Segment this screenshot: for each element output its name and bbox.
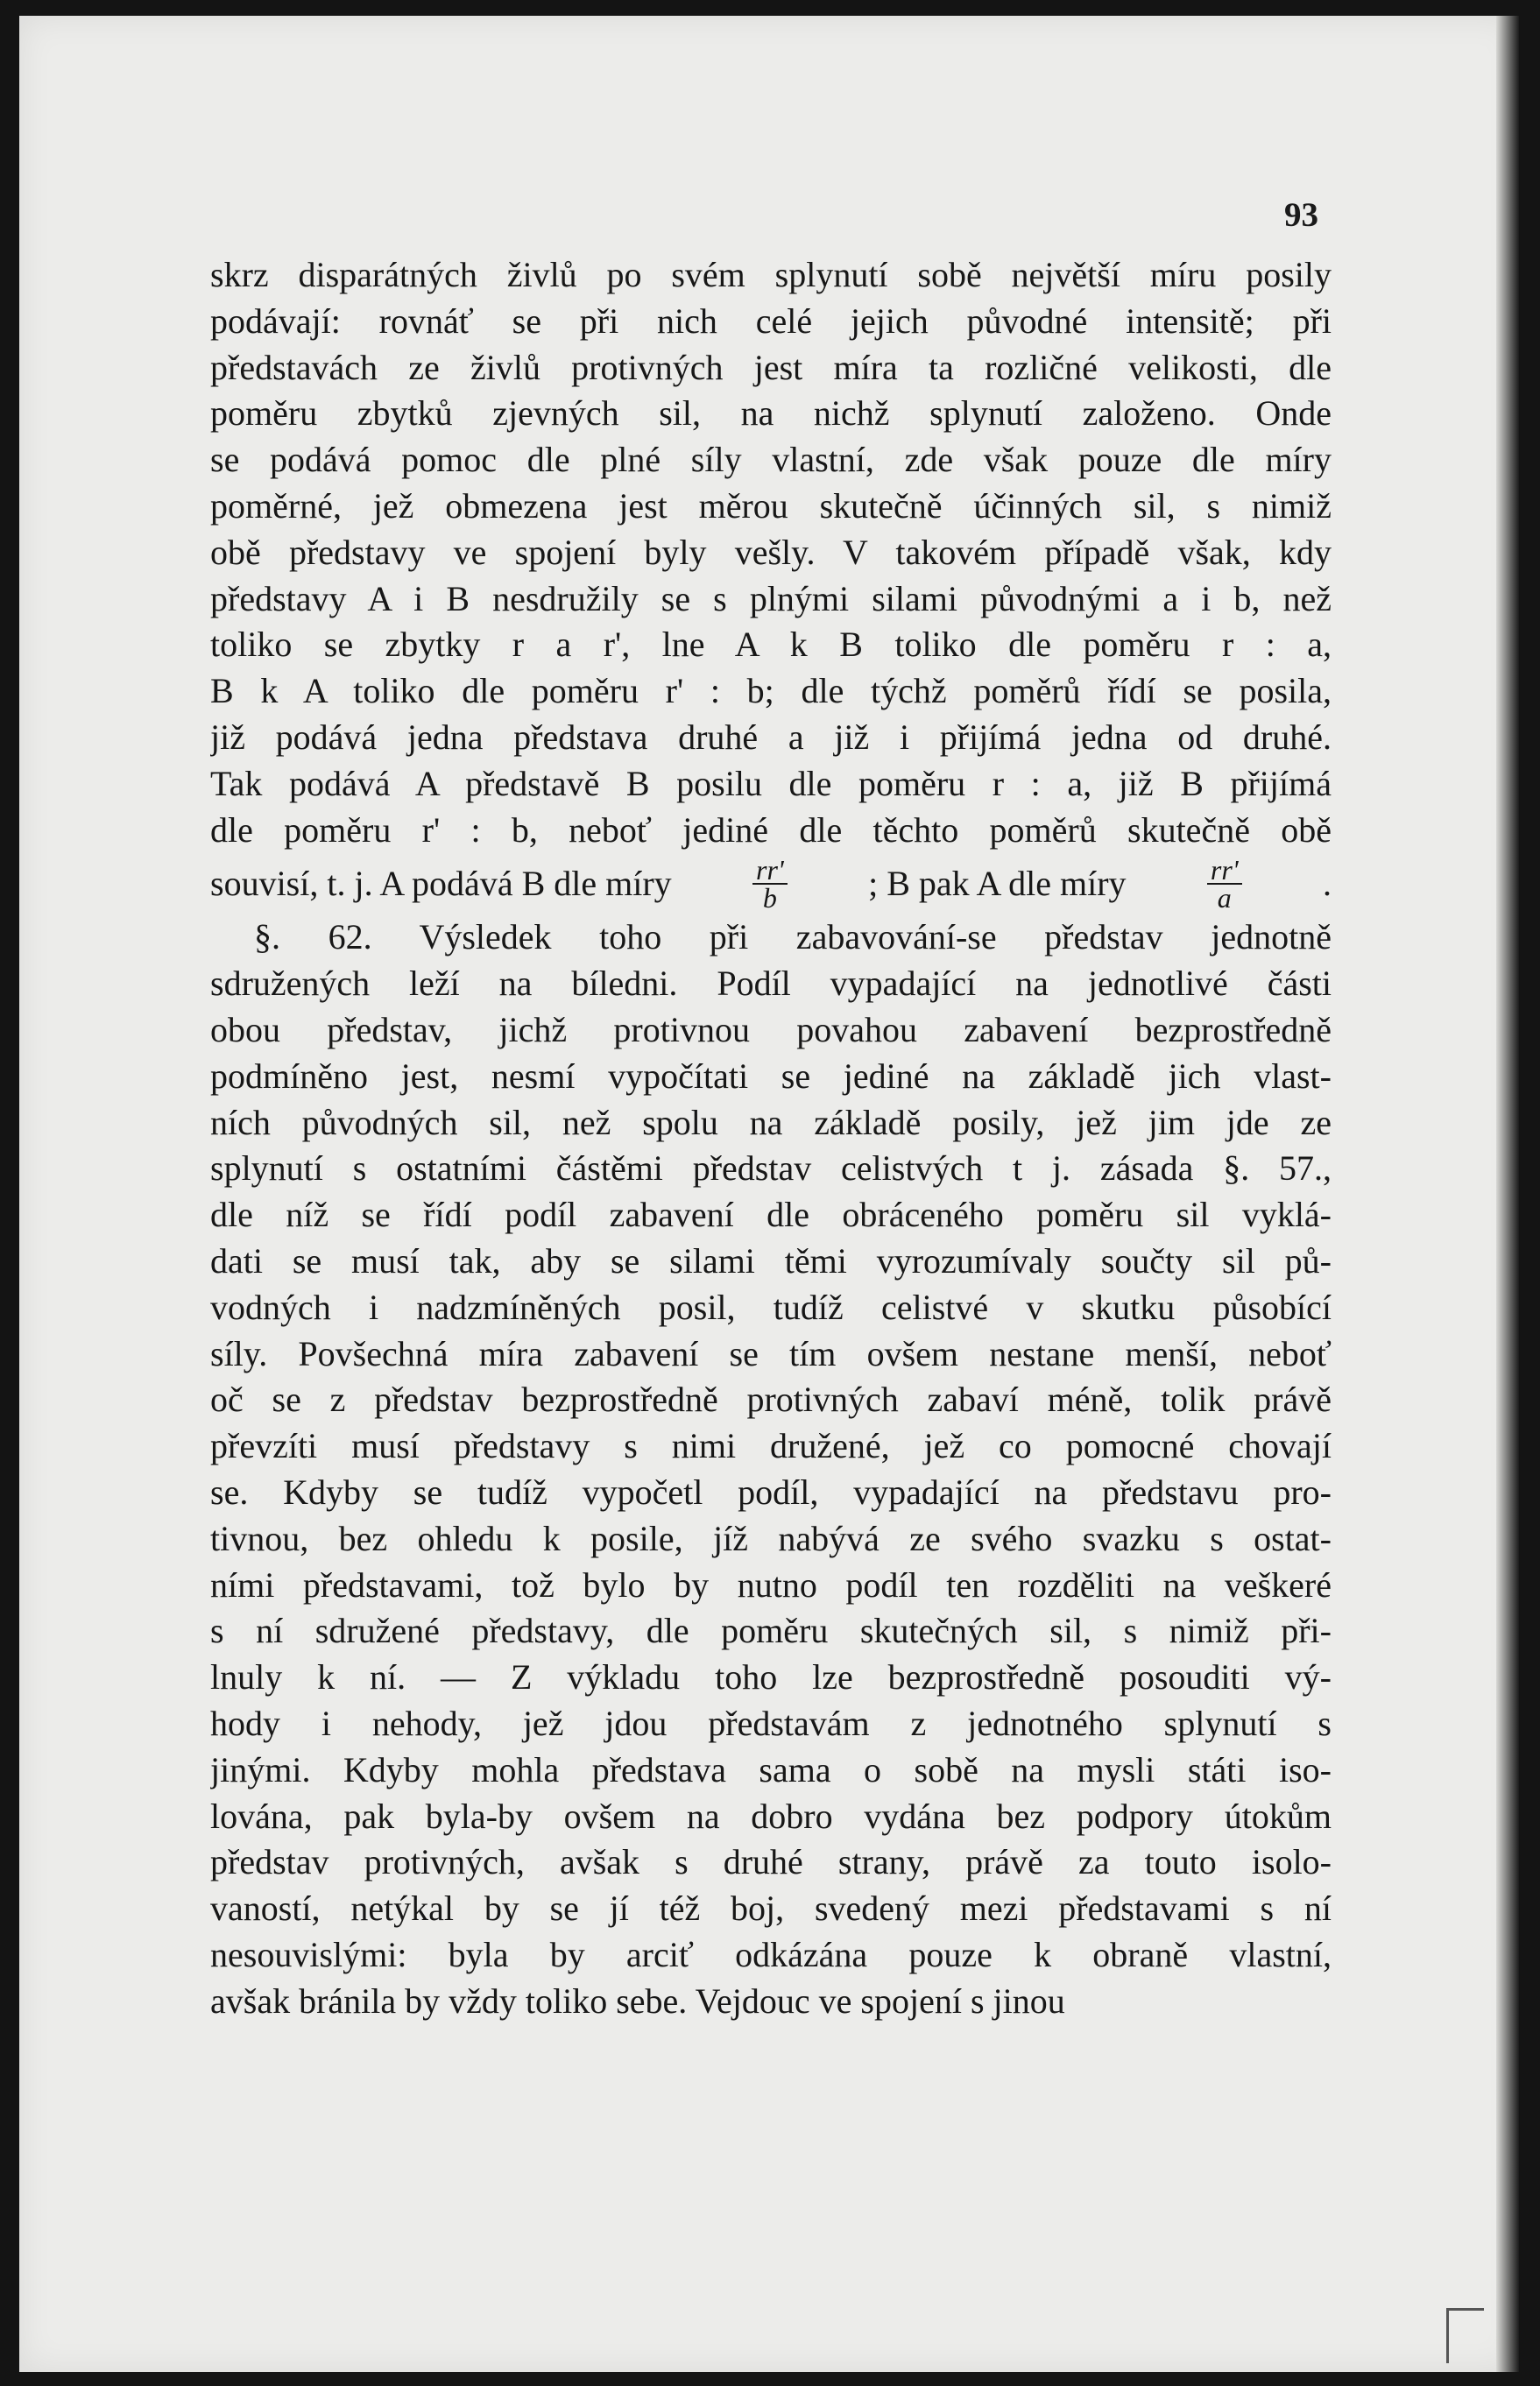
text-line: podmíněno jest, nesmí vypočítati se jediné na základě jich vlast- bbox=[210, 1055, 1332, 1096]
fraction-numerator: rr' bbox=[752, 857, 788, 885]
formula-lead-text: souvisí, t. j. A podává B dle míry bbox=[210, 864, 672, 904]
page-corner-mark bbox=[1446, 2308, 1484, 2363]
text-line: nesouvislými: byla by arciť odkázána pouze k obraně vlastní, bbox=[210, 1934, 1332, 1974]
text-line: splynutí s ostatními částěmi představ celistvých t j. zásada §. 57., bbox=[210, 1148, 1332, 1189]
text-line: obě představy ve spojení byly vešly. V takovém případě však, kdy bbox=[210, 532, 1332, 572]
text-line: poměru zbytků zjevných sil, na nichž splynutí založeno. Onde bbox=[210, 393, 1332, 434]
text-line: vaností, netýkal by se jí též boj, svedený mezi představami s ní bbox=[210, 1888, 1332, 1929]
fraction-numerator: rr' bbox=[1207, 857, 1242, 885]
text-line: dle níž se řídí podíl zabavení dle obráceného poměru sil vyklá- bbox=[210, 1195, 1332, 1235]
text-line: hody i nehody, jež jdou představám z jednotného splynutí s bbox=[210, 1703, 1332, 1743]
text-line: dati se musí tak, aby se silami těmi vyrozumívaly součty sil pů- bbox=[210, 1240, 1332, 1281]
text-line: ních původných sil, než spolu na základě posily, jež jim jde ze bbox=[210, 1102, 1332, 1142]
fraction-denominator: a bbox=[1217, 882, 1232, 914]
text-line: avšak bránila by vždy toliko sebe. Vejdouc ve spojení s jinou bbox=[210, 1980, 1065, 2021]
text-line: tivnou, bez ohledu k posile, jíž nabývá ze svého svazku s ostat- bbox=[210, 1518, 1332, 1558]
text-line: toliko se zbytky r a r', lne A k B toliko dle poměru r : a, bbox=[210, 625, 1332, 665]
text-line: jinými. Kdyby mohla představa sama o sobě na mysli státi iso- bbox=[210, 1749, 1332, 1790]
text-line: Tak podává A představě B posilu dle poměru r : a, již B přijímá bbox=[210, 763, 1332, 803]
text-line: lnuly k ní. — Z výkladu toho lze bezprostředně posouditi vý- bbox=[210, 1657, 1332, 1698]
page-edge-shadow bbox=[1496, 16, 1519, 2372]
text-line: síly. Povšechná míra zabavení se tím ovšem nestane menší, neboť bbox=[210, 1333, 1332, 1373]
book-page bbox=[19, 16, 1519, 2372]
fraction-denominator: b bbox=[762, 882, 777, 914]
text-line: obou představ, jichž protivnou povahou zabavení bezprostředně bbox=[210, 1009, 1332, 1049]
text-line: B k A toliko dle poměru r' : b; dle týchž poměrů řídí se posila, bbox=[210, 671, 1332, 711]
text-line: s ní sdružené představy, dle poměru skutečných sil, s nimiž při- bbox=[210, 1611, 1332, 1651]
text-line: vodných i nadzmíněných posil, tudíž celistvé v skutku působící bbox=[210, 1287, 1332, 1327]
text-line: skrz disparátných živlů po svém splynutí sobě největší míru posily bbox=[210, 255, 1332, 294]
section-heading-line: §. 62. Výsledek toho při zabavování-se představ jednotně bbox=[254, 917, 1332, 957]
text-line: oč se z představ bezprostředně protivných zabaví méně, tolik právě bbox=[210, 1380, 1332, 1420]
text-line: převzíti musí představy s nimi družené, jež co pomocné chovají bbox=[210, 1426, 1332, 1466]
text-line: lována, pak byla-by ovšem na dobro vydána bez podpory útokům bbox=[210, 1796, 1332, 1836]
fraction bbox=[1207, 854, 1242, 914]
formula-line bbox=[210, 853, 1332, 914]
fraction bbox=[752, 854, 788, 914]
formula-middle-text: ; B pak A dle míry bbox=[868, 864, 1127, 904]
text-line: představ protivných, avšak s druhé strany, právě za touto isolo- bbox=[210, 1842, 1332, 1882]
text-line: poměrné, jež obmezena jest měrou skutečně účinných sil, s nimiž bbox=[210, 485, 1332, 526]
body-text bbox=[210, 252, 1332, 2024]
text-line: dle poměru r' : b, neboť jediné dle těchto poměrů skutečně obě bbox=[210, 809, 1332, 850]
text-line: ními představami, tož bylo by nutno podíl ten rozděliti na veškeré bbox=[210, 1564, 1332, 1605]
text-line: podávají: rovnáť se při nich celé jejich původné intensitě; při bbox=[210, 300, 1332, 341]
text-line: se. Kdyby se tudíž vypočetl podíl, vypadající na představu pro- bbox=[210, 1472, 1332, 1512]
text-line: představy A i B nesdružily se s plnými silami původnými a i b, než bbox=[210, 578, 1332, 618]
text-line: se podává pomoc dle plné síly vlastní, zde však pouze dle míry bbox=[210, 440, 1332, 480]
text-line: představách ze živlů protivných jest míra ta rozličné velikosti, dle bbox=[210, 347, 1332, 387]
text-line: již podává jedna představa druhé a již i přijímá jedna od druhé. bbox=[210, 717, 1332, 757]
text-line: sdružených leží na bíledni. Podíl vypadající na jednotlivé části bbox=[210, 964, 1332, 1004]
page-number: 93 bbox=[1284, 196, 1318, 234]
formula-tail-text: . bbox=[1322, 864, 1332, 904]
